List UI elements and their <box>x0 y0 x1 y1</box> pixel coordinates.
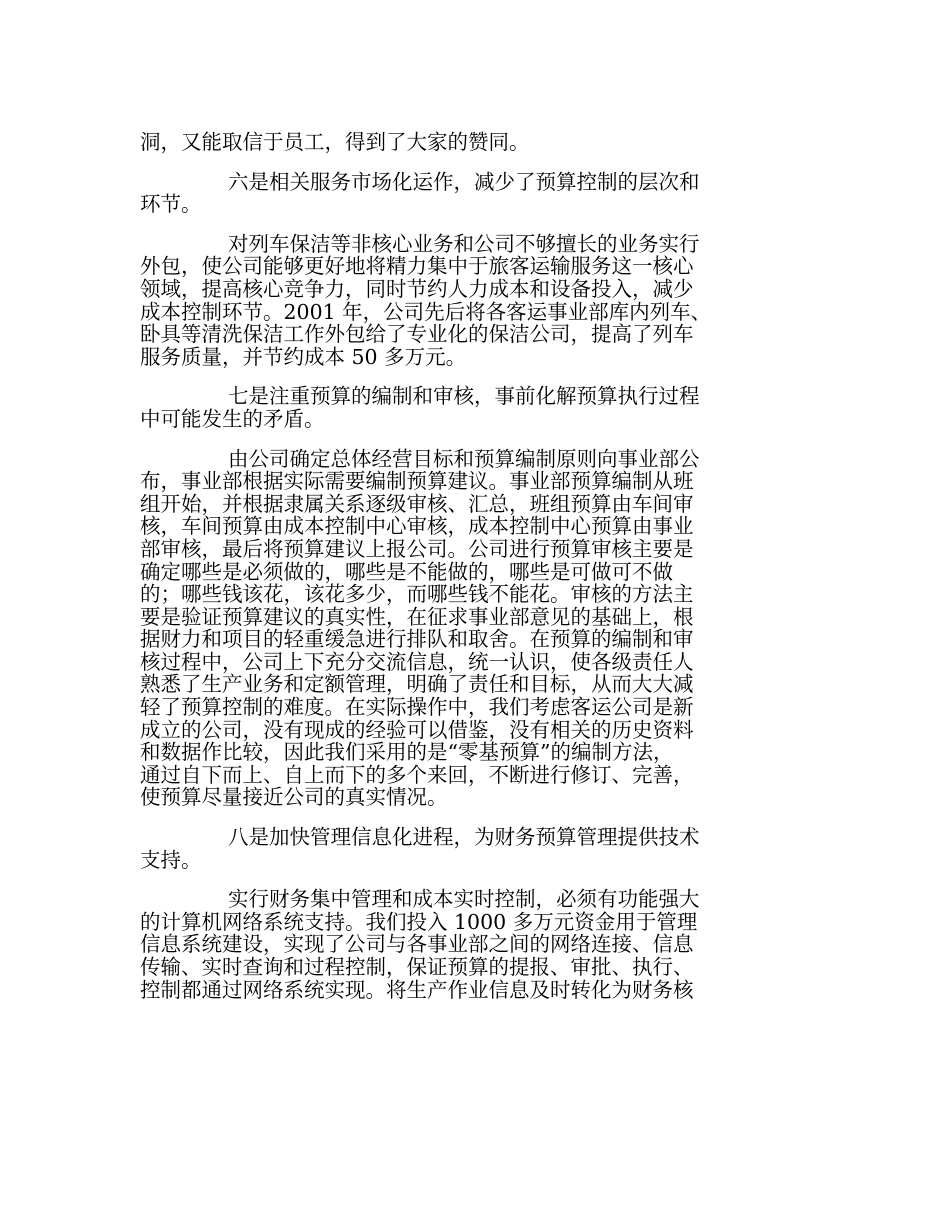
text-line: 核过程中，公司上下充分交流信息，统一认识，使各级责任人 <box>140 649 694 674</box>
text-line: 成立的公司，没有现成的经验可以借鉴，没有相关的历史资料 <box>140 717 694 742</box>
text-line: 轻了预算控制的难度。在实际操作中，我们考虑客运公司是新 <box>140 695 694 720</box>
text-line: 的计算机网络系统支持。我们投入 1000 多万元资金用于管理 <box>140 909 698 934</box>
text-line: 洞，又能取信于员工，得到了大家的赞同。 <box>140 130 530 154</box>
text-line: 成本控制环节。2001 年，公司先后将各客运事业部库内列车、 <box>140 299 712 324</box>
text-line: 控制都通过网络系统实现。将生产作业信息及时转化为财务核 <box>140 977 694 1002</box>
text-line: 组开始，并根据隶属关系逐级审核、汇总，班组预算由车间审 <box>140 491 694 516</box>
text-line: 领域，提高核心竞争力，同时节约人力成本和设备投入，减少 <box>140 276 694 301</box>
text-line: 六是相关服务市场化运作，减少了预算控制的层次和 <box>228 169 700 194</box>
text-line: 使预算尽量接近公司的真实情况。 <box>140 785 448 810</box>
text-line: 熟悉了生产业务和定额管理，明确了责任和目标，从而大大减 <box>140 672 694 697</box>
text-line: 的；哪些钱该花，该花多少，而哪些钱不能花。审核的方法主 <box>140 582 694 607</box>
text-line: 由公司确定总体经营目标和预算编制原则向事业部公 <box>228 446 700 471</box>
paragraph-information-system <box>140 888 730 1001</box>
text-line: 信息系统建设，实现了公司与各事业部之间的网络连接、信息 <box>140 932 694 957</box>
text-line: 要是验证预算建议的真实性，在征求事业部意见的基础上，根 <box>140 604 694 629</box>
text-line: 支持。 <box>140 847 202 872</box>
text-line: 外包，使公司能够更好地将精力集中于旅客运输服务这一核心 <box>140 254 694 279</box>
text-line: 部审核，最后将预算建议上报公司。公司进行预算审核主要是 <box>140 536 694 561</box>
text-line: 服务质量，并节约成本 50 多万元。 <box>140 344 467 369</box>
document-body <box>140 131 730 1018</box>
paragraph-budget-review <box>140 448 730 810</box>
paragraph-outsourcing <box>140 233 730 369</box>
text-line: 实行财务集中管理和成本实时控制，必须有功能强大 <box>228 887 700 912</box>
text-line: 环节。 <box>140 192 202 217</box>
text-line: 布，事业部根据实际需要编制预算建议。事业部预算编制从班 <box>140 469 694 494</box>
text-line: 对列车保洁等非核心业务和公司不够擅长的业务实行 <box>228 231 700 256</box>
text-line: 传输、实时查询和过程控制，保证预算的提报、审批、执行、 <box>140 955 694 979</box>
text-line: 确定哪些是必须做的，哪些是不能做的，哪些是可做可不做 <box>140 559 673 584</box>
text-line: 卧具等清洗保洁工作外包给了专业化的保洁公司，提高了列车 <box>140 322 694 347</box>
text-line: 中可能发生的矛盾。 <box>140 406 325 431</box>
text-line: 和数据作比较，因此我们采用的是“零基预算”的编制方法， <box>140 740 674 765</box>
text-line: 八是加快管理信息化进程，为财务预算管理提供技术 <box>228 825 700 850</box>
text-line: 核，车间预算由成本控制中心审核，成本控制中心预算由事业 <box>140 514 694 539</box>
paragraph-continuation <box>140 131 730 154</box>
text-line: 通过自下而上、自上而下的多个来回，不断进行修订、完善， <box>140 762 694 787</box>
section-heading-7 <box>140 385 730 430</box>
section-heading-6 <box>140 171 730 216</box>
section-heading-8 <box>140 826 730 871</box>
text-line: 七是注重预算的编制和审核，事前化解预算执行过程 <box>228 384 700 409</box>
text-line: 据财力和项目的轻重缓急进行排队和取舍。在预算的编制和审 <box>140 627 694 652</box>
